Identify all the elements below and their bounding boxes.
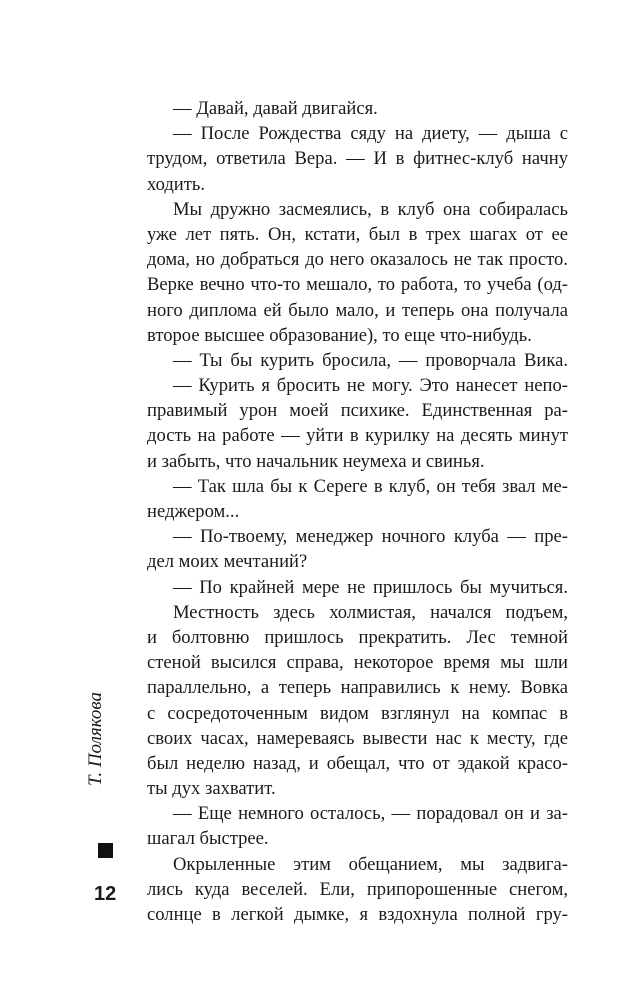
text-line: неджером...: [147, 501, 240, 522]
text-line: ты дух захватит.: [147, 778, 276, 800]
text-line: солнце в легкой дымке, я вздохнула полной гру-: [147, 904, 568, 925]
text-line: — После Рождества сяду на диету, — дыша с: [173, 123, 568, 145]
text-line: — Курить я бросить не могу. Это нанесет непо-: [173, 375, 568, 397]
text-line: Мы дружно засмеялись, в клуб она собиралась: [173, 198, 568, 220]
text-line: дость на работе — уйти в курилку на десять минут: [147, 425, 568, 447]
text-line: — Ты бы курить бросила, — проворчала Вика.: [173, 349, 568, 371]
text-line: был неделю назад, и обещал, что от эдакой красо-: [147, 752, 568, 774]
text-line: шагал быстрее.: [147, 828, 269, 850]
text-line: дома, но добраться до него оказалось не так просто.: [147, 249, 568, 271]
text-line: своих часах, намереваясь вывести нас к месту, где: [147, 727, 568, 749]
text-line: стеной высился справа, некоторое время мы шли: [147, 652, 568, 674]
text-line: — Давай, давай двигайся.: [173, 98, 378, 119]
text-line: — Еще немного осталось, — порадовал он и за-: [173, 803, 568, 825]
text-line: и забыть, что начальник неумеха и свинья.: [147, 450, 485, 472]
running-head-marker: [98, 843, 113, 858]
text-line: Верке вечно что-то мешало, то работа, то учеба (од-: [147, 274, 568, 296]
text-line: — По-твоему, менеджер ночного клуба — пре-: [173, 526, 568, 548]
running-head-author: Т. Полякова: [85, 692, 106, 787]
text-line: Местность здесь холмистая, начался подъем,: [173, 601, 568, 623]
text-line: параллельно, а теперь направились к нему. Вовка: [147, 677, 568, 699]
page-number: 12: [94, 883, 117, 905]
text-line: ходить.: [147, 173, 206, 195]
text-line: и болтовню пришлось прекратить. Лес темной: [147, 626, 568, 648]
text-line: — Так шла бы к Сереге в клуб, он тебя звал ме-: [173, 475, 568, 497]
text-line: лись куда веселей. Ели, припорошенные снегом,: [147, 878, 568, 900]
text-line: с сосредоточенным видом взглянул на компас в: [147, 702, 568, 724]
text-line: второе высшее образование), то еще что-нибудь.: [147, 324, 532, 346]
text-line: — По крайней мере не пришлось бы мучиться.: [173, 576, 568, 598]
text-line: правимый урон моей психике. Единственная ра-: [147, 400, 568, 422]
text-line: трудом, ответила Вера. — И в фитнес-клуб начну: [147, 148, 568, 170]
text-line: уже лет пять. Он, кстати, был в трех шагах от ее: [147, 223, 568, 245]
body-text: [147, 96, 568, 927]
text-line: дел моих мечтаний?: [147, 551, 308, 573]
text-line: Окрыленные этим обещанием, мы задвига-: [173, 853, 568, 875]
text-line: ного диплома ей было мало, и теперь она получала: [147, 299, 568, 321]
